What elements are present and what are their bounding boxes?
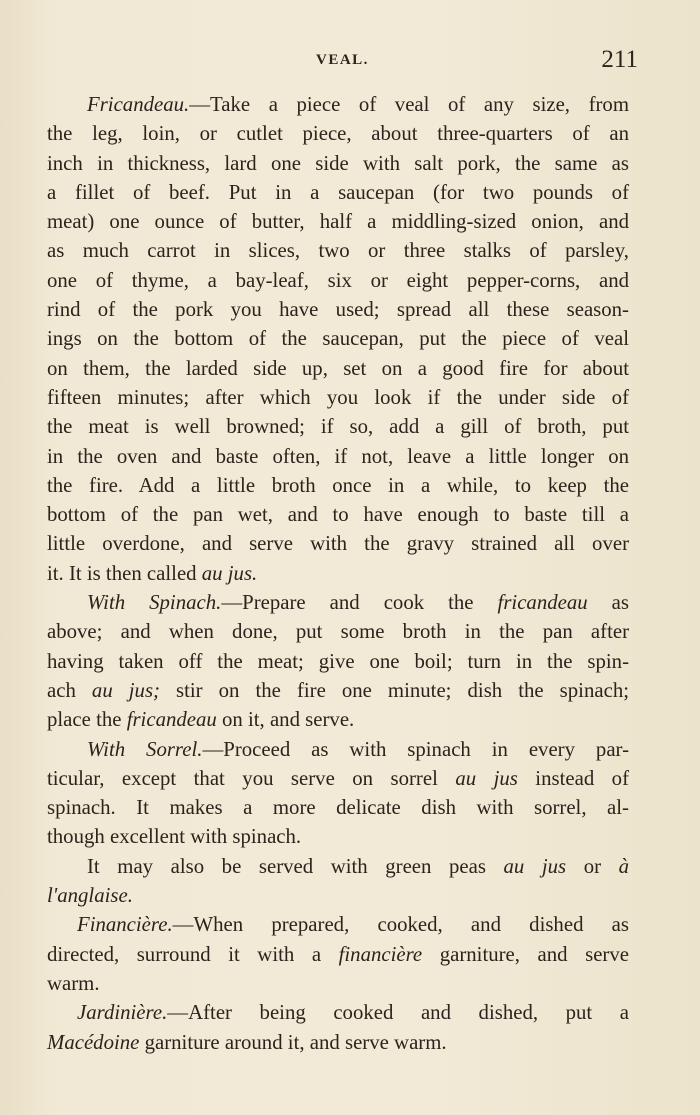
text-line: ings on the bottom of the saucepan, put the piece of veal: [47, 327, 629, 351]
text-line: [47, 559, 629, 588]
text-run: instead of: [517, 766, 629, 790]
text-line: [47, 910, 629, 939]
text-run-italic: au jus;: [91, 678, 160, 702]
text-line: l'anglaise.: [47, 884, 133, 908]
text-run: garniture, and serve: [422, 942, 629, 966]
text-line: one of thyme, a bay-leaf, six or eight pepper-corns, and: [47, 268, 629, 292]
text-run-italic: au jus: [503, 854, 567, 878]
text-run-italic: fricandeau: [497, 591, 588, 615]
text-run: directed, surround it with a: [47, 942, 339, 966]
text-line: [47, 90, 629, 119]
text-line: a fillet of beef. Put in a saucepan (for two pounds of: [47, 180, 629, 204]
text-run: —After being cooked and dished, put a: [167, 1001, 629, 1025]
section-heading-financiere: Financière.: [77, 913, 173, 937]
text-line: rind of the pork you have used; spread all these season-: [47, 298, 629, 322]
text-run: or: [566, 854, 619, 878]
text-run: place the: [47, 708, 127, 732]
text-line: [47, 735, 629, 764]
text-line: [47, 852, 629, 881]
text-line: [47, 940, 629, 969]
text-run-italic: financière: [338, 942, 423, 966]
text-run: as: [587, 591, 629, 615]
text-run-italic: Macédoine: [47, 1030, 140, 1054]
text-run: It may also be served with green peas: [87, 854, 504, 878]
text-line: in the oven and baste often, if not, leave a little longer on: [47, 444, 629, 468]
text-run: garniture around it, and serve warm.: [139, 1030, 447, 1054]
text-run: ticular, except that you serve on sorrel: [47, 766, 456, 790]
text-line: warm.: [47, 971, 100, 995]
text-line: the fire. Add a little broth once in a while, to keep the: [47, 473, 629, 497]
text-line: spinach. It makes a more delicate dish with sorrel, al-: [47, 796, 629, 820]
text-line: inch in thickness, lard one side with salt pork, the same as: [47, 151, 629, 175]
text-line: [47, 1028, 629, 1057]
text-line: the leg, loin, or cutlet piece, about three-quarters of an: [47, 122, 629, 146]
text-run-italic: au jus.: [201, 561, 258, 585]
page-body: [47, 90, 629, 1057]
text-run: —Prepare and cook the: [221, 591, 498, 615]
section-heading-with-spinach: With Spinach.: [87, 591, 222, 615]
text-run: on it, and serve.: [216, 708, 355, 732]
text-run-italic: au jus: [455, 766, 518, 790]
text-line: [47, 998, 629, 1027]
text-run-italic: à: [618, 854, 629, 878]
page-header: [48, 46, 638, 80]
text-line: the meat is well browned; if so, add a gill of broth, put: [47, 415, 629, 439]
text-line: meat) one ounce of butter, half a middling-sized onion, and: [47, 210, 629, 234]
section-heading-jardiniere: Jardinière.: [77, 1001, 168, 1025]
text-run: ach: [47, 678, 92, 702]
text-line: [47, 588, 629, 617]
text-line: fifteen minutes; after which you look if the under side of: [47, 385, 629, 409]
text-run: —Take a piece of veal of any size, from: [189, 93, 629, 116]
text-line: [47, 676, 629, 705]
text-run-italic: fricandeau: [126, 708, 217, 732]
text-line: [47, 764, 629, 793]
text-line: as much carrot in slices, two or three stalks of parsley,: [47, 239, 629, 263]
text-run: —When prepared, cooked, and dished as: [172, 913, 629, 937]
text-line: though excellent with spinach.: [47, 825, 302, 849]
text-line: having taken off the meat; give one boil; turn in the spin-: [47, 649, 629, 673]
text-line: [47, 705, 629, 734]
section-heading-fricandeau: Fricandeau.: [87, 93, 190, 116]
text-line: bottom of the pan wet, and to have enough to baste till a: [47, 503, 629, 527]
text-line: above; and when done, put some broth in the pan after: [47, 620, 629, 644]
text-line: on them, the larded side up, set on a good fire for about: [47, 356, 629, 380]
text-line: little overdone, and serve with the gravy strained all over: [47, 532, 629, 556]
running-head: VEAL.: [316, 52, 369, 68]
page-number: 211: [601, 46, 638, 73]
text-run: stir on the fire one minute; dish the spinach;: [159, 678, 629, 702]
section-heading-with-sorrel: With Sorrel.: [87, 737, 203, 761]
text-run: —Proceed as with spinach in every par-: [202, 737, 629, 761]
text-run: it. It is then called: [47, 561, 202, 585]
